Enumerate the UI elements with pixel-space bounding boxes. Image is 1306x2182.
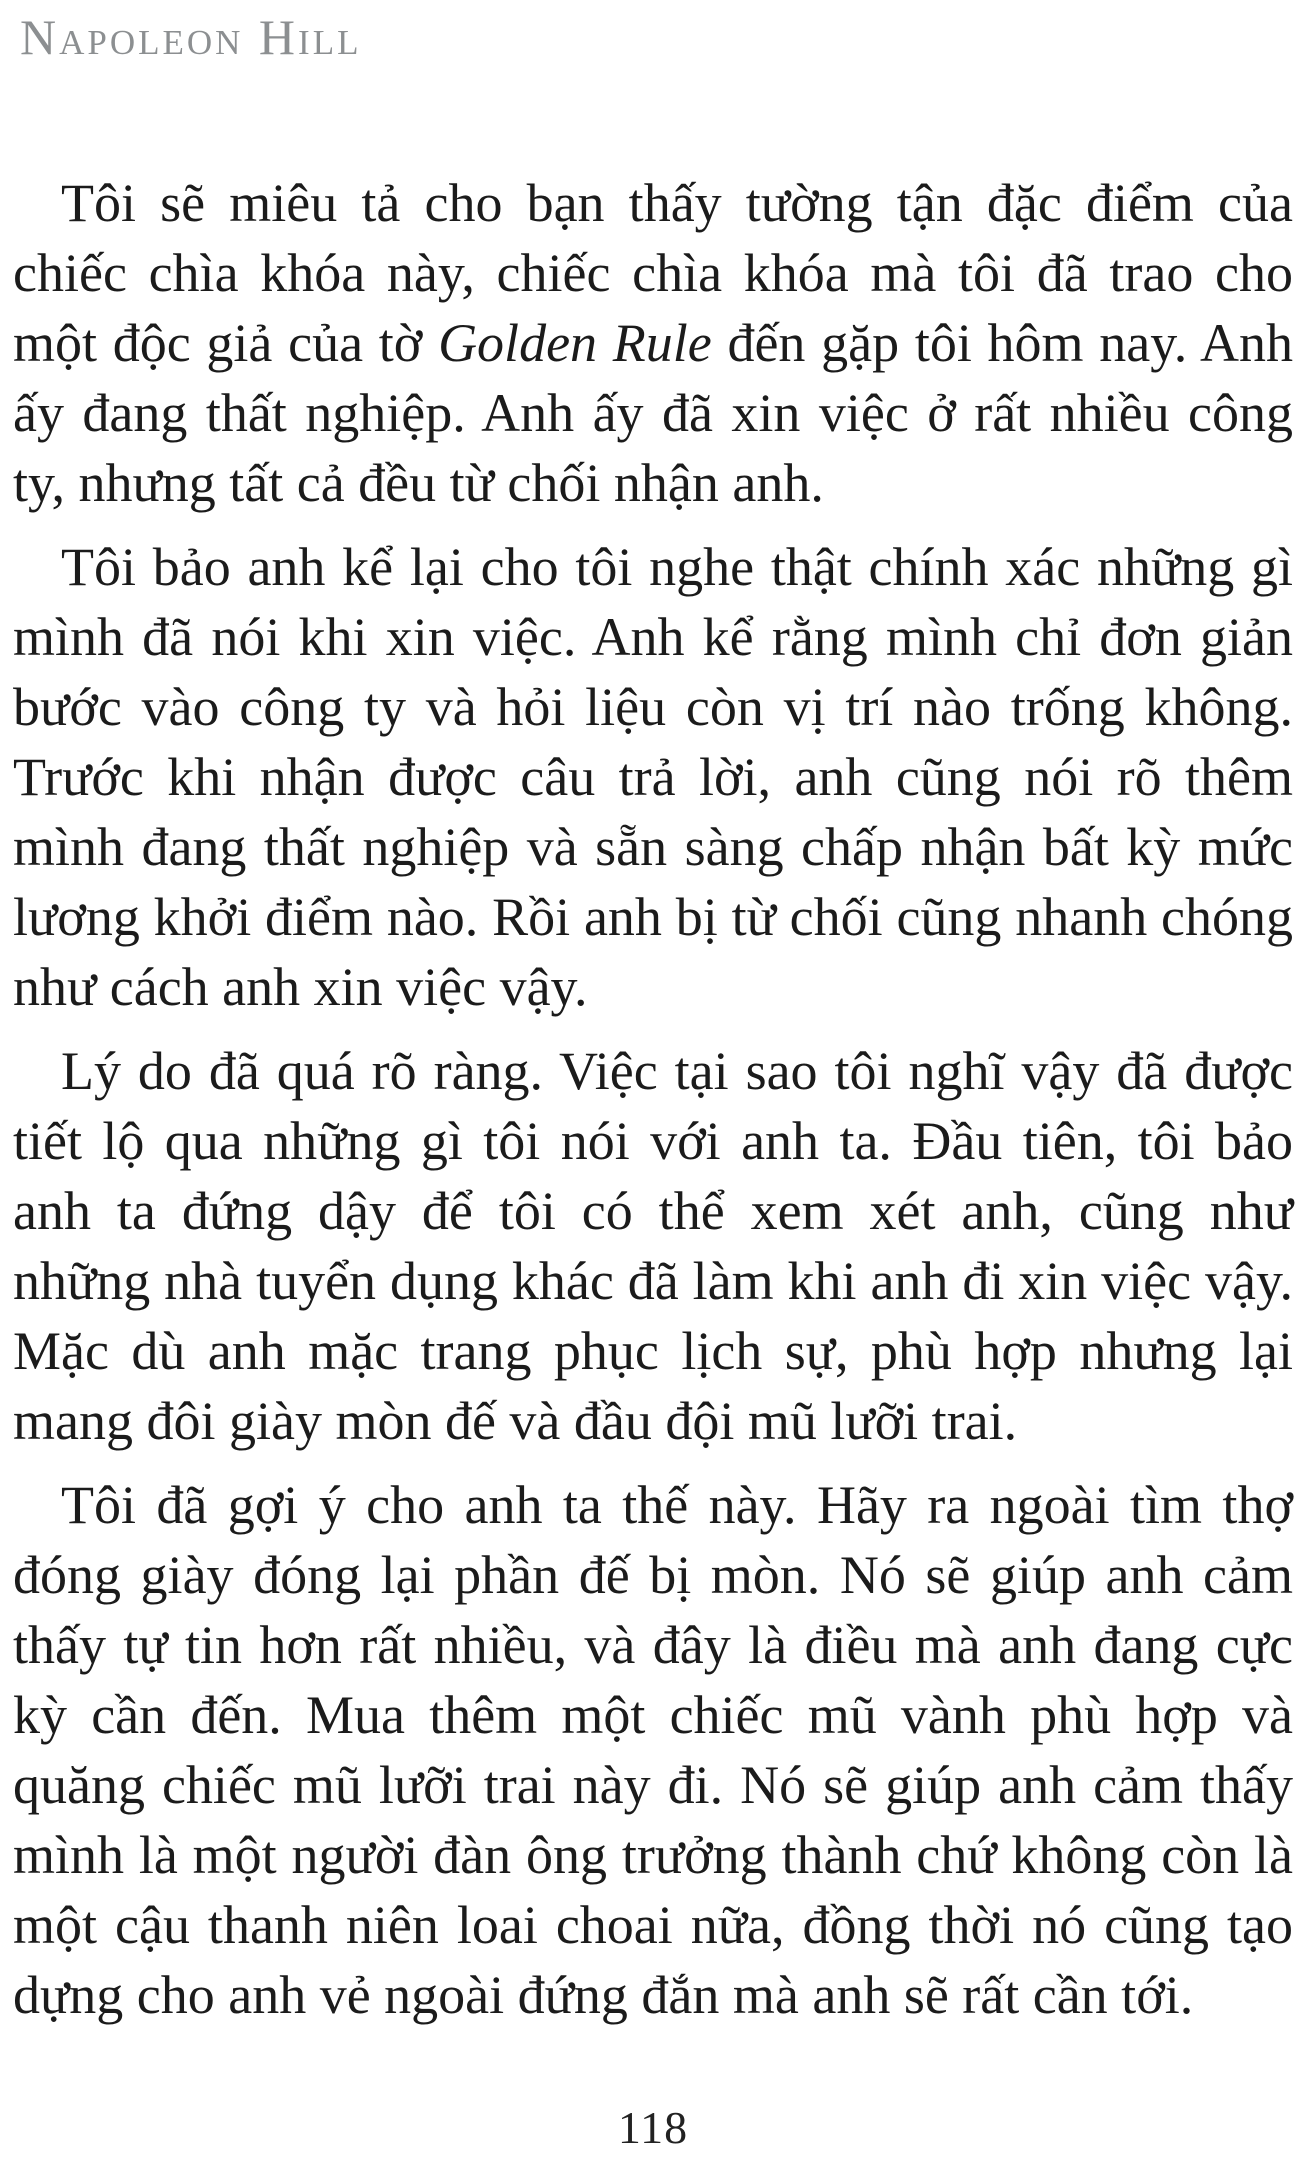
- running-header: [20, 8, 361, 66]
- paragraph: [13, 1470, 1293, 2030]
- page-footer: [0, 2101, 1306, 2154]
- text-segment: Tôi đã gợi ý cho anh ta thế này. Hãy ra ngoài tìm thợ đóng giày đóng lại phần đế bị mòn. Nó sẽ giúp anh cảm thấy tự tin hơn rất nhiều, và đây là điều mà anh đang cực kỳ cần đến. Mua thêm một chiếc mũ vành phù hợp và quăng chiếc mũ lưỡi trai này đi. Nó sẽ giúp anh cảm thấy mình là một người đàn ông trưởng thành chứ không còn là một cậu thanh niên loai choai nữa, đồng thời nó cũng tạo dựng cho anh vẻ ngoài đứng đắn mà anh sẽ rất cần tới.: [13, 1475, 1293, 2025]
- paragraph: [13, 168, 1293, 518]
- text-segment: đến gặp tôi hôm nay. Anh ấy đang thất nghiệp. Anh ấy đã xin việc ở rất nhiều công ty, nhưng tất cả đều từ chối nhận anh.: [13, 313, 1293, 513]
- text-segment: Tôi sẽ miêu tả cho bạn thấy tường tận đặc điểm của chiếc chìa khóa này, chiếc chìa khóa mà tôi đã trao cho một độc giả của tờ: [13, 173, 1293, 373]
- text-segment: Tôi bảo anh kể lại cho tôi nghe thật chính xác những gì mình đã nói khi xin việc. Anh kể rằng mình chỉ đơn giản bước vào công ty và hỏi liệu còn vị trí nào trống không. Trước khi nhận được câu trả lời, anh cũng nói rõ thêm mình đang thất nghiệp và sẵn sàng chấp nhận bất kỳ mức lương khởi điểm nào. Rồi anh bị từ chối cũng nhanh chóng như cách anh xin việc vậy.: [13, 537, 1293, 1017]
- page-number: 118: [617, 2102, 689, 2153]
- page-body: [13, 168, 1293, 2030]
- author-name: Napoleon Hill: [20, 9, 362, 65]
- paragraph: [13, 532, 1293, 1022]
- text-segment: Lý do đã quá rõ ràng. Việc tại sao tôi nghĩ vậy đã được tiết lộ qua những gì tôi nói với anh ta. Đầu tiên, tôi bảo anh ta đứng dậy để tôi có thể xem xét anh, cũng như những nhà tuyển dụng khác đã làm khi anh đi xin việc vậy. Mặc dù anh mặc trang phục lịch sự, phù hợp nhưng lại mang đôi giày mòn đế và đầu đội mũ lưỡi trai.: [13, 1041, 1293, 1451]
- italic-text-segment: Golden Rule: [438, 313, 712, 373]
- paragraph: [13, 1036, 1293, 1456]
